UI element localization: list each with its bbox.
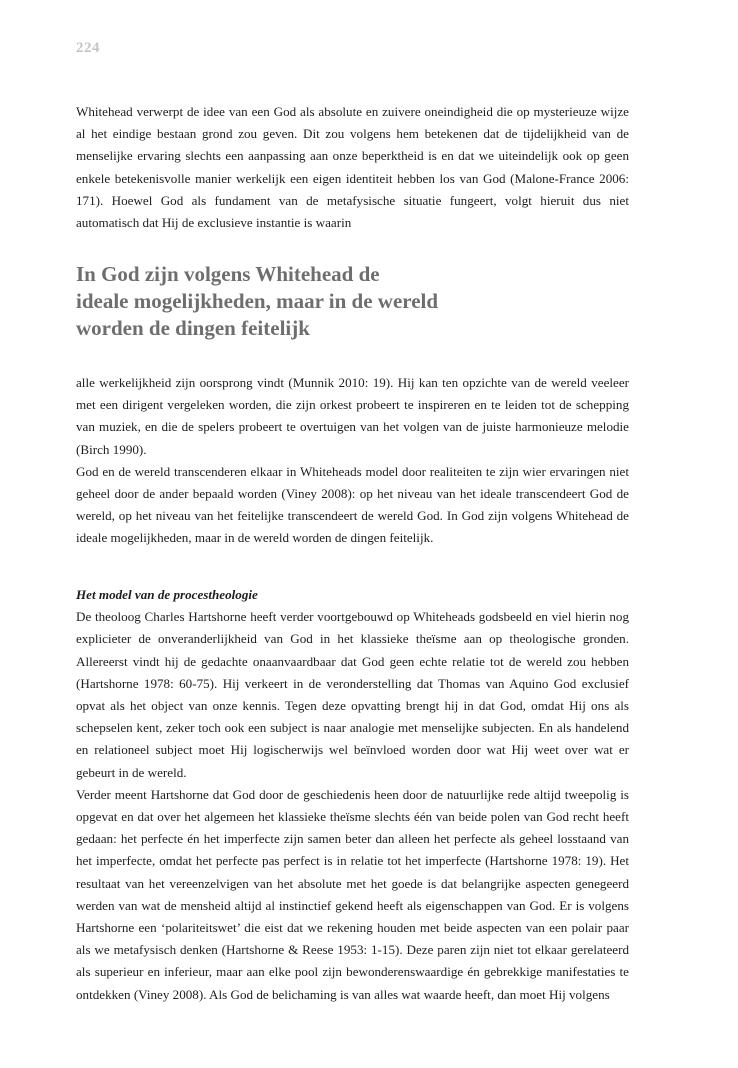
intro-paragraph: Whitehead verwerpt de idee van een God als absolute en zuivere oneindigheid die op mysterieuze wijze al het eindige bestaan grond zou geven. Dit zou volgens hem betekenen dat de tijdelijkheid van de menselijke ervaring slechts een aanpassing aan onze beperktheid is en dat we uiteindelijk ook op geen enkele betekenisvolle manier werkelijk een eigen identiteit hebben los van God (Malone-France 2006: 171). Hoewel God als fundament van de metafysische situatie fungeert, volgt hieruit dus niet automatisch dat Hij de exclusieve instantie is waarin <box>76 104 629 231</box>
pull-quote-line: worden de dingen feitelijk <box>76 316 310 340</box>
body-paragraph: De theoloog Charles Hartshorne heeft verder voortgebouwd op Whiteheads godsbeeld en viel hierin nog explicieter de onveranderlijkheid van God in het klassieke theïsme aan op theologische gronden. Allereerst vindt hij de gedachte onaanvaardbaar dat God geen echte relatie tot de wereld zou hebben (Hartshorne 1978: 60-75). Hij verkeert in de veronderstelling dat Thomas van Aquino God exclusief opvat als het object van onze kennis. Tegen deze opvatting brengt hij in dat God, omdat Hij ons als schepselen kent, zeker toch ook een subject is naar analogie met menselijke subjecten. En als handelend en relationeel subject moet Hij logischerwijs wel beïnvloed worden door wat Hij weet over wat er gebeurt in de wereld. <box>76 609 629 780</box>
body-paragraph: Verder meent Hartshorne dat God door de geschiedenis heen door de natuurlijke rede altijd tweepolig is opgevat en dat over het algemeen het klassieke theïsme slechts één van beide polen van God recht heeft gedaan: het perfecte én het imperfecte zijn samen beter dan alleen het perfecte als geheel losstaand van het imperfecte, omdat het perfecte pas perfect is in relatie tot het imperfecte (Hartshorne 1978: 19). Het resultaat van het vereenzelvigen van het absolute met het goede is dat belangrijke aspecten genegeerd werden van wat de mensheid altijd al instinctief gekend heeft als eigenschappen van God. Er is volgens Hartshorne een ‘polariteitswet’ die eist dat we rekening houden met beide aspecten van een polair paar als we metafysisch denken (Hartshorne & Reese 1953: 1-15). Deze paren zijn niet tot elkaar gerelateerd als superieur en inferieur, maar aan elke pool zijn bewonderenswaardige én gebrekkige manifestaties te ontdekken (Viney 2008). Als God de belichaming is van alles wat waarde heeft, dan moet Hij volgens <box>76 786 629 1002</box>
page-number: 224 <box>76 40 100 56</box>
pull-quote-line: In God zijn volgens Whitehead de <box>76 262 380 286</box>
body-section-process-theology <box>76 584 629 1006</box>
body-section-continuation <box>76 372 629 550</box>
body-paragraph: God en de wereld transcenderen elkaar in Whiteheads model door realiteiten te zijn wier ervaringen niet geheel door de ander bepaald worden (Viney 2008): op het niveau van het ideale transcendeert God de wereld, op het niveau van het feitelijke transcendeert de wereld God. In God zijn volgens Whitehead de ideale mogelijkheden, maar in de wereld worden de dingen feitelijk. <box>76 463 629 546</box>
body-paragraph: alle werkelijkheid zijn oorsprong vindt (Munnik 2010: 19). Hij kan ten opzichte van de wereld veeleer met een dirigent vergeleken worden, die zijn orkest probeert te inspireren en te leiden tot de schepping van muziek, en die de spelers probeert te overtuigen van het volgen van de juiste harmonieuze melodie (Birch 1990). <box>76 375 629 457</box>
pull-quote <box>76 261 596 342</box>
section-heading: Het model van de procestheologie <box>76 587 258 602</box>
pull-quote-line: ideale mogelijkheden, maar in de wereld <box>76 289 439 313</box>
